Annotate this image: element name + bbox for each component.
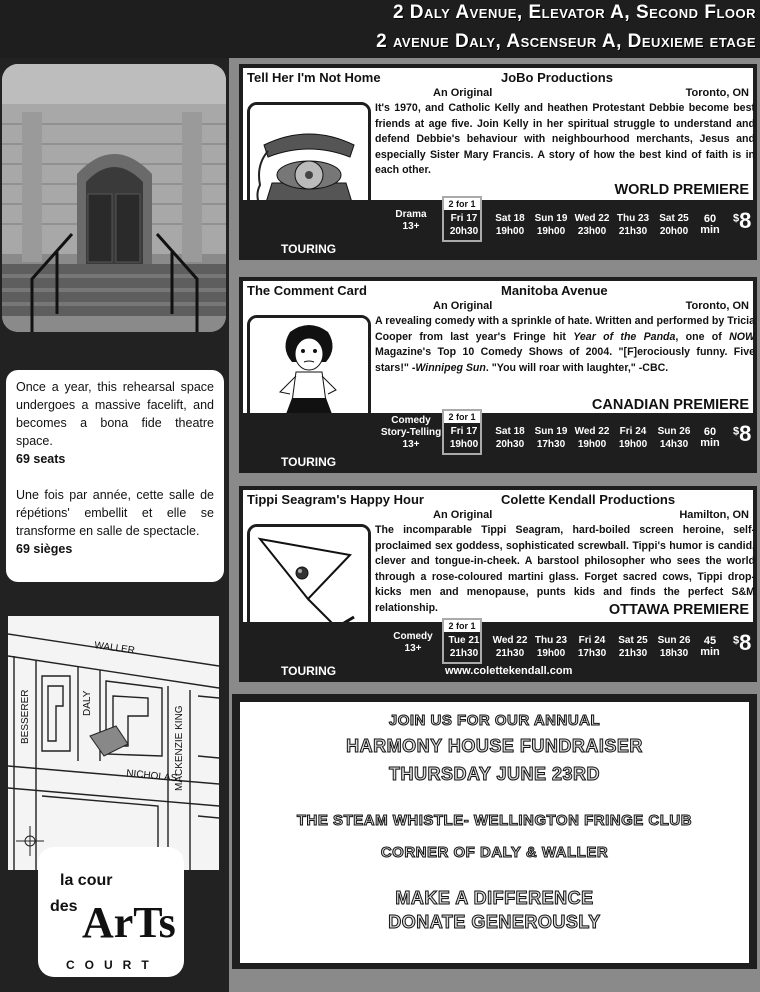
street-daly: DALY bbox=[82, 690, 93, 716]
company-website: www.colettekendall.com bbox=[445, 665, 573, 677]
show-duration: 60 min bbox=[700, 213, 720, 236]
date-item: Thu 23 21h30 bbox=[616, 213, 650, 237]
date-item: Sat 18 20h30 bbox=[495, 426, 525, 450]
date-item: Fri 24 19h00 bbox=[618, 426, 648, 450]
date-item: Fri 17 19h00 bbox=[449, 426, 479, 450]
show-price: $8 bbox=[733, 208, 752, 233]
fundraiser-box bbox=[232, 694, 757, 969]
show-price: $8 bbox=[733, 630, 752, 655]
street-besserer: BESSERER bbox=[20, 689, 31, 744]
show-price: $8 bbox=[733, 421, 752, 446]
date-item: Sun 19 19h00 bbox=[534, 213, 568, 237]
show-genre: Drama 13+ bbox=[395, 209, 427, 232]
fundraiser-intro: JOIN US FOR OUR ANNUAL bbox=[388, 712, 601, 729]
date-item: Wed 22 19h00 bbox=[574, 426, 610, 450]
right-column bbox=[229, 58, 760, 992]
date-item: Fri 24 17h30 bbox=[577, 635, 607, 659]
address-english: 2 Daly Avenue, Elevator A, Second Floor bbox=[392, 2, 756, 23]
date-item: Fri 17 20h30 bbox=[449, 213, 479, 237]
show-duration: 45 min bbox=[700, 635, 720, 658]
street-nicholas: NICHOLAS bbox=[125, 768, 178, 785]
touring-label: TOURING bbox=[281, 242, 337, 256]
street-map bbox=[8, 616, 219, 870]
fundraiser-date: THURSDAY JUNE 23RD bbox=[388, 764, 601, 784]
show-city: Toronto, ON bbox=[685, 300, 749, 312]
date-item: Sun 26 14h30 bbox=[657, 426, 691, 450]
left-column bbox=[0, 58, 229, 992]
fundraiser-donate: DONATE GENEROUSLY bbox=[388, 912, 601, 932]
show-card bbox=[239, 486, 757, 682]
show-premiere: CANADIAN PREMIERE bbox=[591, 397, 749, 413]
show-original: An Original bbox=[433, 87, 493, 99]
show-company: JoBo Productions bbox=[501, 70, 613, 85]
show-genre: Comedy 13+ bbox=[393, 631, 433, 654]
street-waller: WALLER bbox=[93, 640, 136, 657]
show-company: Manitoba Avenue bbox=[501, 283, 608, 298]
fundraiser-title: HARMONY HOUSE FUNDRAISER bbox=[346, 736, 643, 756]
date-item: Sun 19 17h30 bbox=[534, 426, 568, 450]
address-header bbox=[0, 0, 760, 58]
schedule-bar bbox=[239, 200, 757, 258]
show-description: A revealing comedy with a sprinkle of hate. Written and performed by Tricia Cooper from last year's Fringe hit Year of the Panda, one of NOW Magazine's Top 10 Comedy Shows of 2004. "[F]erociously funny. Five stars!" -Winnipeg Sun. "You will roar with laughter," -CBC. bbox=[375, 315, 756, 374]
show-description: The incomparable Tippi Seagram, hard-boiled screen heroine, self-proclaimed sex goddess, sophisticated screwball. Tippi's humor is candid, clever and tongue-in-cheek. A barstool philosopher who sees the world through a rose-coloured martini glass. Forget sacred cows, Tippi drop-kicks men and menopause, punts kids and finds the perfect S&M relationship. bbox=[375, 524, 755, 614]
date-item: Thu 23 19h00 bbox=[534, 635, 568, 659]
date-item: Tue 21 21h30 bbox=[448, 635, 480, 659]
show-title: Tippi Seagram's Happy Hour bbox=[247, 492, 424, 507]
show-company: Colette Kendall Productions bbox=[501, 492, 676, 507]
show-genre: Comedy Story-Telling 13+ bbox=[380, 415, 442, 450]
show-city: Hamilton, ON bbox=[679, 509, 749, 521]
schedule-bar bbox=[239, 413, 757, 471]
two-for-one-box: 2 for 1 bbox=[442, 618, 482, 664]
show-original: An Original bbox=[433, 509, 493, 521]
fundraiser-slogan: MAKE A DIFFERENCE bbox=[395, 888, 594, 908]
venue-info-french: Une fois par année, cette salle de répétions' embellit et elle se transforme en salle de spectacle. 69 sièges bbox=[16, 488, 214, 556]
venue-photo bbox=[2, 64, 226, 332]
venue-info-box bbox=[6, 370, 224, 582]
show-city: Toronto, ON bbox=[685, 87, 749, 99]
show-description: It's 1970, and Catholic Kelly and heathen Protestant Debbie become best friends at age five. Join Kelly in her spiritual struggle to understand and defend Debbie's behaviour with neighbourhood merchants, Jesus and especially Sister Mary Francis. A story of how the best kind of faith is in each other. bbox=[375, 102, 755, 176]
fundraiser-location: CORNER OF DALY & WALLER bbox=[380, 844, 609, 861]
show-premiere: OTTAWA PREMIERE bbox=[608, 602, 749, 618]
show-premiere: WORLD PREMIERE bbox=[614, 182, 749, 198]
street-mackenzie-king: MACKENZIE KING bbox=[174, 705, 185, 791]
show-title: Tell Her I'm Not Home bbox=[247, 70, 381, 85]
touring-label: TOURING bbox=[281, 455, 337, 469]
svg-text:ArTs: ArTs bbox=[82, 898, 176, 947]
show-duration: 60 min bbox=[700, 426, 720, 449]
show-title: The Comment Card bbox=[247, 283, 367, 298]
two-for-one-box: 2 for 1 bbox=[442, 409, 482, 455]
date-item: Sat 25 21h30 bbox=[618, 635, 648, 659]
address-french: 2 avenue Daly, Ascenseur A, Deuxieme etage bbox=[376, 31, 756, 52]
date-item: Wed 22 21h30 bbox=[492, 635, 528, 659]
date-item: Sat 18 19h00 bbox=[495, 213, 525, 237]
arts-court-logo bbox=[38, 847, 184, 977]
date-item: Wed 22 23h00 bbox=[574, 213, 610, 237]
show-card bbox=[239, 277, 757, 473]
two-for-one-box: 2 for 1 bbox=[442, 196, 482, 242]
fundraiser-venue: THE STEAM WHISTLE- WELLINGTON FRINGE CLUB bbox=[296, 812, 693, 829]
touring-label: TOURING bbox=[281, 664, 337, 678]
seats-english: 69 seats bbox=[16, 452, 66, 466]
date-item: Sun 26 18h30 bbox=[657, 635, 691, 659]
venue-info-english: Once a year, this rehearsal space undergoes a massive facelift, and becomes a bona fide theatre space. 69 seats bbox=[16, 380, 214, 466]
svg-text:des: des bbox=[50, 898, 78, 915]
show-card bbox=[239, 64, 757, 260]
show-original: An Original bbox=[433, 300, 493, 312]
svg-text:COURT: COURT bbox=[66, 958, 159, 972]
seats-french: 69 sièges bbox=[16, 542, 73, 556]
schedule-bar bbox=[239, 622, 757, 680]
date-item: Sat 25 20h00 bbox=[659, 213, 689, 237]
svg-text:la cour: la cour bbox=[60, 872, 113, 889]
